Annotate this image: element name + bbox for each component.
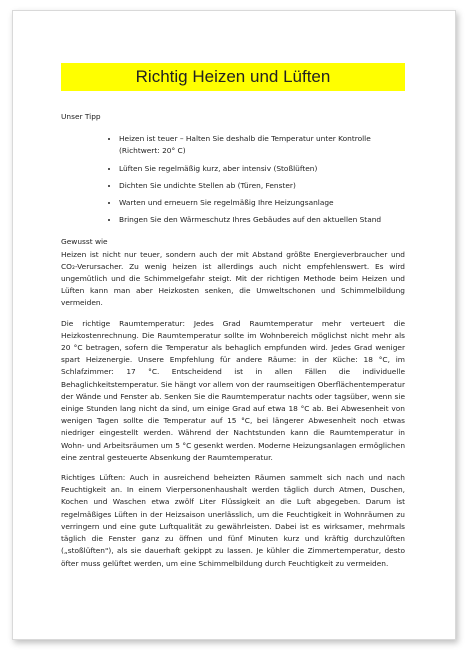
document-title: Richtig Heizen und Lüften bbox=[135, 67, 331, 86]
list-item: • Warten und erneuern Sie regelmäßig Ihre Heizungsanlage bbox=[119, 197, 405, 209]
knowhow-label: Gewusst wie bbox=[61, 237, 108, 247]
list-item: • Dichten Sie undichte Stellen ab (Türen, Fenster) bbox=[119, 180, 405, 192]
list-item: • Bringen Sie den Wärmeschutz Ihres Gebäudes auf den aktuellen Stand bbox=[119, 214, 405, 226]
list-item: • Heizen ist teuer – Halten Sie deshalb die Temperatur unter Kontrolle (Richtwert: 20° C) bbox=[119, 133, 405, 157]
paragraph-intro: Heizen ist nicht nur teuer, sondern auch der mit Abstand größte Energieverbraucher und CO₂-Verursacher. Zu wenig heizen ist allerdings auch nicht empfehlenswert. Es wird ungemütlich und die Schimmelgefahr steigt. Mit der richtigen Methode beim Heizen und Lüften kann man aber Heizkosten senken, die Umweltschonen und Schimmelbildung vermeiden. bbox=[61, 249, 405, 308]
paragraph-ventilation: Richtiges Lüften: Auch in ausreichend beheizten Räumen sammelt sich nach und nach Feuchtigkeit an. In einem Vierpersonenhaushalt werden täglich durch Atmen, Duschen, Kochen und Waschen etwa zwölf Liter Flüssigkeit an die Luft abgegeben. Darum ist regelmäßiges Lüften in der Heizsaison unerlässlich, um die Feuchtigkeit in Wohnräumen zu verringern und eine gute Luftqualität zu gewährleisten. Dabei ist es wirksamer, mehrmals täglich die Fenster ganz zu öffnen und fünf Minuten kurz und kräftig durchzulüften („stoßlüften"), als sie dauerhaft gekippt zu lassen. Je kühler die Zimmertemperatur, desto öfter muss gelüftet werden, um eine Schimmelbildung durch Feuchtigkeit zu vermeiden. bbox=[61, 473, 405, 568]
list-item: • Lüften Sie regelmäßig kurz, aber intensiv (Stoßlüften) bbox=[119, 163, 405, 175]
tip-label: Unser Tipp bbox=[61, 112, 101, 121]
title-highlight bbox=[61, 63, 405, 91]
document-page bbox=[12, 10, 456, 640]
document-body bbox=[61, 111, 405, 570]
paragraph-temperature: Die richtige Raumtemperatur: Jedes Grad Raumtemperatur mehr verteuert die Heizkostenrechnung. Die Raumtemperatur sollte im Wohnbereich möglichst nicht mehr als 20 °C betragen, sofern die Temperatur als behaglich empfunden wird. Jedes Grad weniger spart Heizenergie. Unsere Empfehlung für andere Räume: in der Küche: 18 °C, im Schlafzimmer: 17 °C. Entscheidend ist in allen Fällen die individuelle Behaglichkeitstemperatur. Sie hängt vor allem von der raumseitigen Oberflächentemperatur der Wände und Fenster ab. Senken Sie die Raumtemperatur nachts oder tagsüber, wenn sie einige Stunden lang nicht da sind, um einige Grad auf etwa 18 °C ab. Bei Abwesenheit von wenigen Tagen sollte die Temperatur auf 15 °C, bei längerer Abwesenheit noch etwas niedriger eingestellt werden. Während der Nachtstunden kann die Raumtemperatur in Wohn- und Arbeitsräumen um 5 °C gesenkt werden. Moderne Heizungsanlagen ermöglichen eine zentral gesteuerte Absenkung der Raumtemperatur. bbox=[61, 318, 405, 462]
tip-list bbox=[61, 133, 405, 226]
